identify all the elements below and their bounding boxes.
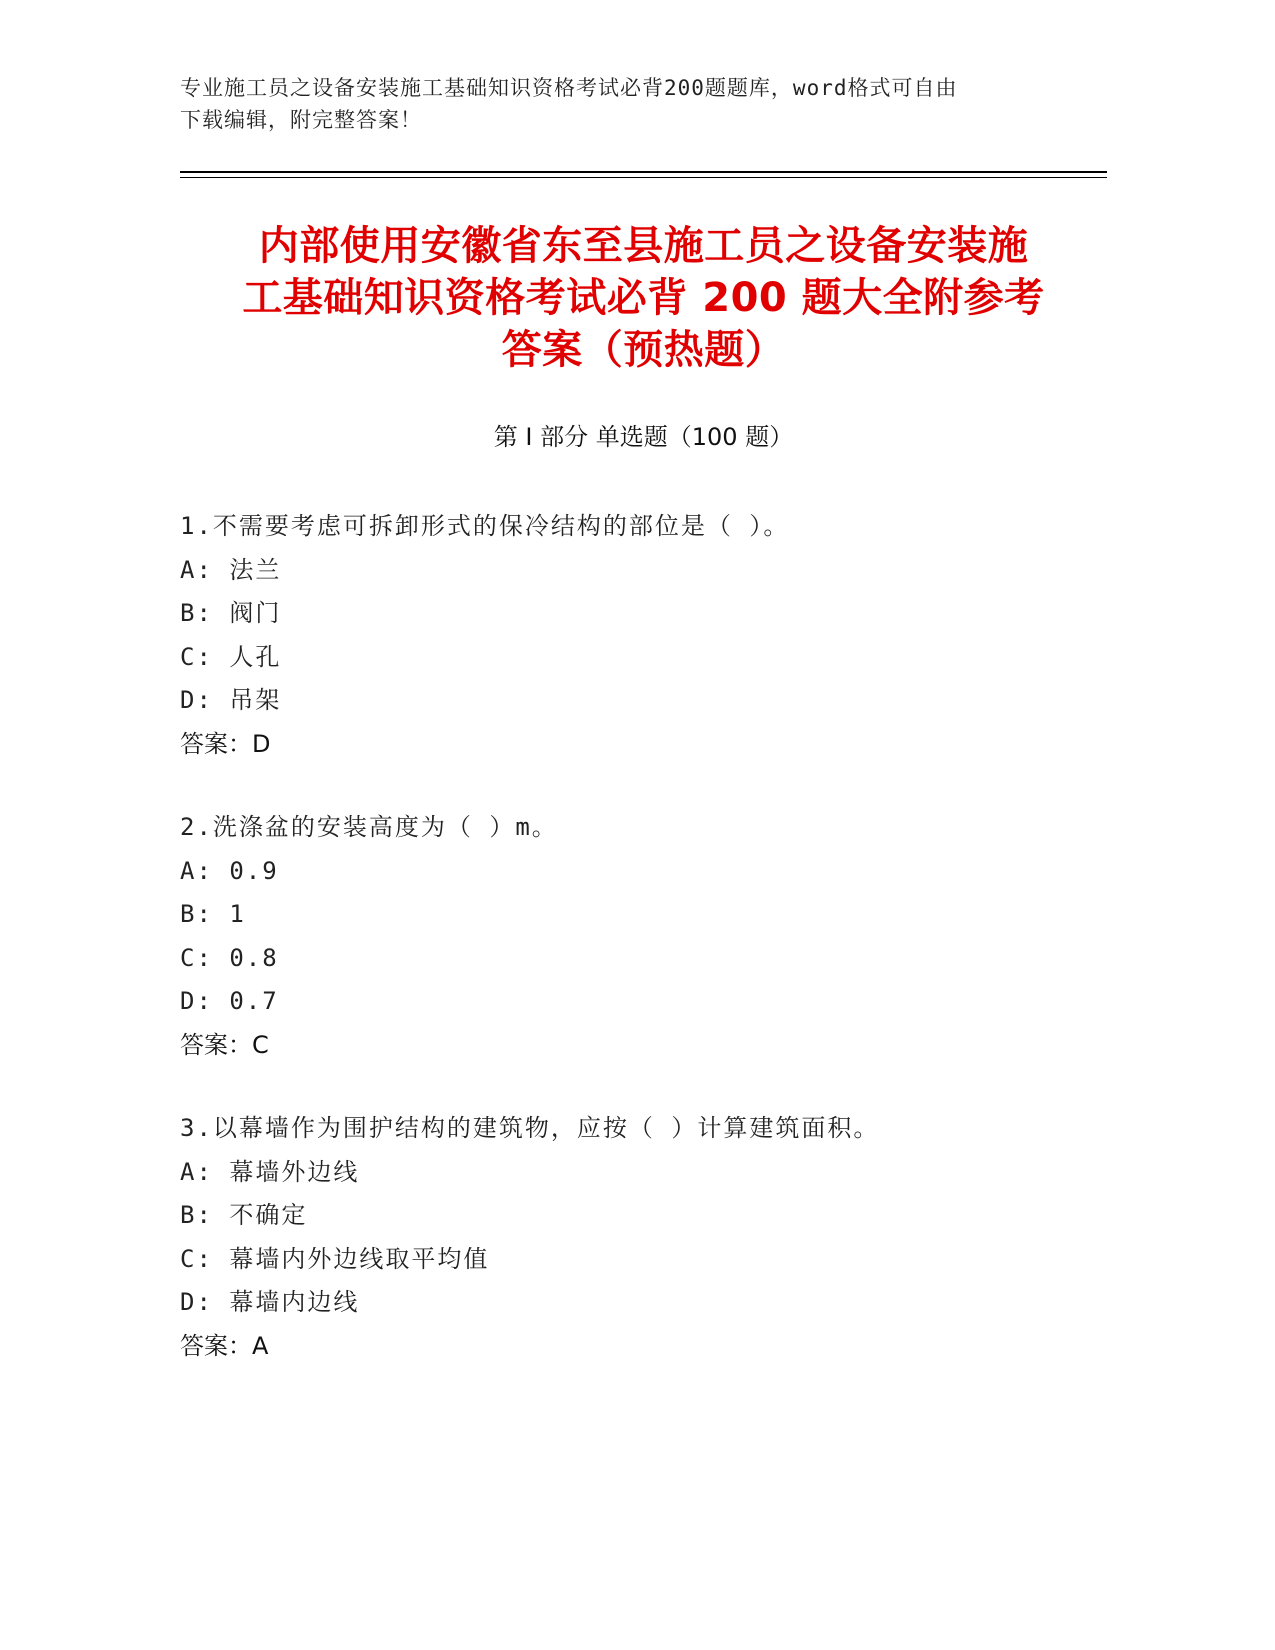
- question-option-c: C: 幕墙内外边线取平均值: [180, 1244, 490, 1273]
- question-item: [180, 1107, 1107, 1368]
- question-list: [180, 505, 1107, 1408]
- question-option-d: D: 0.7: [180, 987, 279, 1015]
- question-option-b: B: 阀门: [180, 599, 282, 627]
- question-stem: 2.洗涤盆的安装高度为（ ）m。: [180, 813, 558, 841]
- header-note-line: 下载编辑，附完整答案！: [180, 108, 422, 132]
- question-option-a: A: 幕墙外边线: [180, 1157, 360, 1186]
- question-option-a: A: 法兰: [180, 555, 282, 584]
- header-rule-thick: [180, 171, 1107, 173]
- section-title: 第 I 部分 单选题（100 题）: [493, 423, 794, 451]
- document-title-line: 答案（预热题）: [501, 327, 786, 373]
- question-item: [180, 505, 1107, 766]
- question-answer: 答案：C: [180, 1030, 269, 1059]
- header-note-line: 专业施工员之设备安装施工基础知识资格考试必背200题题库，word格式可自由: [180, 76, 958, 100]
- question-option-d: D: 吊架: [180, 686, 282, 714]
- question-option-a: A: 0.9: [180, 856, 279, 885]
- header-rule-thin: [180, 177, 1107, 178]
- question-answer: 答案：D: [180, 729, 271, 758]
- question-stem: 1.不需要考虑可拆卸形式的保冷结构的部位是（ ）。: [180, 512, 790, 540]
- question-option-c: C: 人孔: [180, 642, 282, 671]
- document-title-line: 内部使用安徽省东至县施工员之设备安装施: [258, 223, 1029, 269]
- question-item: [180, 806, 1107, 1067]
- document-title: [180, 220, 1107, 376]
- question-option-b: B: 不确定: [180, 1201, 308, 1229]
- question-option-d: D: 幕墙内边线: [180, 1288, 360, 1316]
- question-option-b: B: 1: [180, 900, 246, 928]
- question-stem: 3.以幕墙作为围护结构的建筑物，应按（ ）计算建筑面积。: [180, 1114, 880, 1142]
- question-answer: 答案：A: [180, 1331, 269, 1360]
- document-title-line: 工基础知识资格考试必背 200 题大全附参考: [242, 275, 1045, 321]
- question-option-c: C: 0.8: [180, 943, 279, 972]
- header-note: [180, 72, 1060, 136]
